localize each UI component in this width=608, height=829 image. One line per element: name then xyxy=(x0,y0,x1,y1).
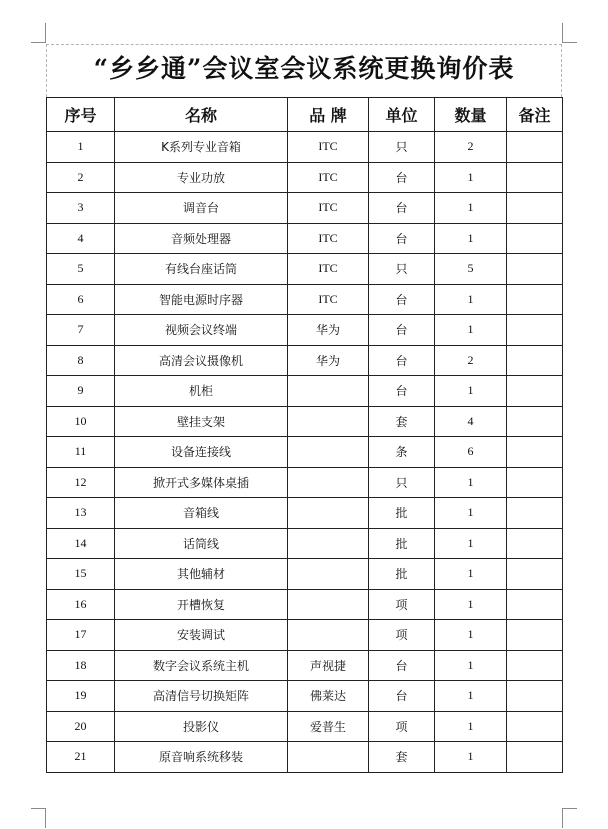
cell-name: 调音台 xyxy=(115,193,288,224)
cell-name: 音频处理器 xyxy=(115,223,288,254)
cell-remarks xyxy=(507,528,563,559)
cell-quantity: 1 xyxy=(435,193,507,224)
table-row xyxy=(47,284,563,315)
cell-index: 12 xyxy=(47,467,115,498)
cell-remarks xyxy=(507,620,563,651)
cell-brand xyxy=(288,742,369,773)
cell-name: 机柜 xyxy=(115,376,288,407)
header-index: 序号 xyxy=(47,98,115,132)
header-name: 名称 xyxy=(115,98,288,132)
cell-brand: ITC xyxy=(288,254,369,285)
cell-name: 安装调试 xyxy=(115,620,288,651)
cell-unit: 批 xyxy=(369,498,435,529)
cell-remarks xyxy=(507,406,563,437)
cell-index: 3 xyxy=(47,193,115,224)
cell-unit: 批 xyxy=(369,528,435,559)
header-unit: 单位 xyxy=(369,98,435,132)
cell-unit: 台 xyxy=(369,376,435,407)
cell-remarks xyxy=(507,345,563,376)
cell-unit: 项 xyxy=(369,620,435,651)
table-row xyxy=(47,254,563,285)
cell-quantity: 1 xyxy=(435,742,507,773)
cell-quantity: 1 xyxy=(435,559,507,590)
cell-unit: 条 xyxy=(369,437,435,468)
cell-quantity: 1 xyxy=(435,650,507,681)
table-row xyxy=(47,650,563,681)
quote-table xyxy=(46,97,563,773)
cell-remarks xyxy=(507,498,563,529)
cell-name: 话筒线 xyxy=(115,528,288,559)
cell-index: 5 xyxy=(47,254,115,285)
table-row xyxy=(47,315,563,346)
cell-name: 高清信号切换矩阵 xyxy=(115,681,288,712)
cell-index: 8 xyxy=(47,345,115,376)
cell-quantity: 1 xyxy=(435,376,507,407)
cell-index: 11 xyxy=(47,437,115,468)
cell-quantity: 1 xyxy=(435,620,507,651)
cell-brand: ITC xyxy=(288,162,369,193)
cell-remarks xyxy=(507,284,563,315)
cell-index: 16 xyxy=(47,589,115,620)
cell-unit: 批 xyxy=(369,559,435,590)
cell-quantity: 6 xyxy=(435,437,507,468)
table-row xyxy=(47,376,563,407)
cell-name: 数字会议系统主机 xyxy=(115,650,288,681)
cell-quantity: 2 xyxy=(435,132,507,163)
header-quantity: 数量 xyxy=(435,98,507,132)
cell-remarks xyxy=(507,315,563,346)
cell-brand: 华为 xyxy=(288,345,369,376)
cell-brand: ITC xyxy=(288,223,369,254)
cell-name: 壁挂支架 xyxy=(115,406,288,437)
cell-remarks xyxy=(507,467,563,498)
cell-name: 投影仪 xyxy=(115,711,288,742)
cell-quantity: 2 xyxy=(435,345,507,376)
cell-quantity: 1 xyxy=(435,223,507,254)
cell-name: 掀开式多媒体桌插 xyxy=(115,467,288,498)
cell-index: 13 xyxy=(47,498,115,529)
cell-index: 4 xyxy=(47,223,115,254)
table-row xyxy=(47,498,563,529)
cell-brand xyxy=(288,406,369,437)
cell-quantity: 1 xyxy=(435,162,507,193)
cell-index: 6 xyxy=(47,284,115,315)
header-remarks: 备注 xyxy=(507,98,563,132)
cell-brand: 爱普生 xyxy=(288,711,369,742)
table-row xyxy=(47,132,563,163)
table-header-row xyxy=(47,98,563,132)
table-row xyxy=(47,223,563,254)
table-row xyxy=(47,406,563,437)
cell-unit: 项 xyxy=(369,589,435,620)
table-row xyxy=(47,620,563,651)
cell-brand: ITC xyxy=(288,132,369,163)
cell-brand: ITC xyxy=(288,193,369,224)
cell-brand xyxy=(288,437,369,468)
table-row xyxy=(47,467,563,498)
cell-name: 视频会议终端 xyxy=(115,315,288,346)
cell-quantity: 1 xyxy=(435,589,507,620)
cell-index: 19 xyxy=(47,681,115,712)
cell-remarks xyxy=(507,681,563,712)
cell-quantity: 4 xyxy=(435,406,507,437)
table-row xyxy=(47,345,563,376)
cell-name: 音箱线 xyxy=(115,498,288,529)
cell-name: 原音响系统移装 xyxy=(115,742,288,773)
cell-name: 开槽恢复 xyxy=(115,589,288,620)
cell-name: 高清会议摄像机 xyxy=(115,345,288,376)
table-row xyxy=(47,681,563,712)
crop-mark-bottom-left xyxy=(31,808,46,828)
crop-mark-top-left xyxy=(31,23,46,43)
cell-remarks xyxy=(507,223,563,254)
cell-remarks xyxy=(507,376,563,407)
crop-mark-top-right xyxy=(562,23,577,43)
cell-name: 设备连接线 xyxy=(115,437,288,468)
document-title: “乡乡通”会议室会议系统更换询价表 xyxy=(93,54,515,83)
cell-brand xyxy=(288,559,369,590)
cell-brand xyxy=(288,467,369,498)
cell-remarks xyxy=(507,437,563,468)
cell-index: 18 xyxy=(47,650,115,681)
cell-brand xyxy=(288,620,369,651)
crop-mark-bottom-right xyxy=(562,808,577,828)
cell-brand: 佛莱达 xyxy=(288,681,369,712)
cell-unit: 套 xyxy=(369,742,435,773)
cell-unit: 台 xyxy=(369,193,435,224)
cell-remarks xyxy=(507,132,563,163)
cell-remarks xyxy=(507,254,563,285)
table-row xyxy=(47,711,563,742)
table-row xyxy=(47,528,563,559)
cell-unit: 台 xyxy=(369,345,435,376)
cell-index: 14 xyxy=(47,528,115,559)
cell-index: 20 xyxy=(47,711,115,742)
cell-quantity: 1 xyxy=(435,528,507,559)
cell-index: 15 xyxy=(47,559,115,590)
table-row xyxy=(47,193,563,224)
cell-brand xyxy=(288,376,369,407)
cell-quantity: 1 xyxy=(435,315,507,346)
cell-name: 专业功放 xyxy=(115,162,288,193)
cell-quantity: 5 xyxy=(435,254,507,285)
cell-name: K系列专业音箱 xyxy=(115,132,288,163)
cell-brand: 华为 xyxy=(288,315,369,346)
cell-name: 有线台座话筒 xyxy=(115,254,288,285)
cell-unit: 台 xyxy=(369,650,435,681)
cell-unit: 台 xyxy=(369,162,435,193)
table-row xyxy=(47,559,563,590)
cell-name: 其他辅材 xyxy=(115,559,288,590)
cell-remarks xyxy=(507,559,563,590)
cell-index: 21 xyxy=(47,742,115,773)
cell-remarks xyxy=(507,742,563,773)
cell-unit: 台 xyxy=(369,315,435,346)
cell-brand: 声视捷 xyxy=(288,650,369,681)
cell-brand xyxy=(288,589,369,620)
cell-index: 1 xyxy=(47,132,115,163)
cell-unit: 台 xyxy=(369,223,435,254)
cell-unit: 台 xyxy=(369,681,435,712)
header-brand: 品 牌 xyxy=(288,98,369,132)
cell-name: 智能电源时序器 xyxy=(115,284,288,315)
cell-index: 2 xyxy=(47,162,115,193)
cell-quantity: 1 xyxy=(435,711,507,742)
cell-remarks xyxy=(507,650,563,681)
table-row xyxy=(47,162,563,193)
cell-remarks xyxy=(507,711,563,742)
cell-index: 9 xyxy=(47,376,115,407)
cell-unit: 只 xyxy=(369,254,435,285)
cell-unit: 只 xyxy=(369,132,435,163)
cell-unit: 套 xyxy=(369,406,435,437)
table-row xyxy=(47,742,563,773)
cell-brand xyxy=(288,498,369,529)
cell-remarks xyxy=(507,589,563,620)
cell-unit: 台 xyxy=(369,284,435,315)
table-row xyxy=(47,589,563,620)
table-body xyxy=(47,132,563,773)
cell-unit: 只 xyxy=(369,467,435,498)
cell-quantity: 1 xyxy=(435,284,507,315)
cell-index: 10 xyxy=(47,406,115,437)
cell-quantity: 1 xyxy=(435,498,507,529)
cell-brand xyxy=(288,528,369,559)
cell-quantity: 1 xyxy=(435,681,507,712)
cell-index: 7 xyxy=(47,315,115,346)
cell-unit: 项 xyxy=(369,711,435,742)
cell-remarks xyxy=(507,162,563,193)
cell-remarks xyxy=(507,193,563,224)
cell-quantity: 1 xyxy=(435,467,507,498)
cell-index: 17 xyxy=(47,620,115,651)
table-row xyxy=(47,437,563,468)
cell-brand: ITC xyxy=(288,284,369,315)
